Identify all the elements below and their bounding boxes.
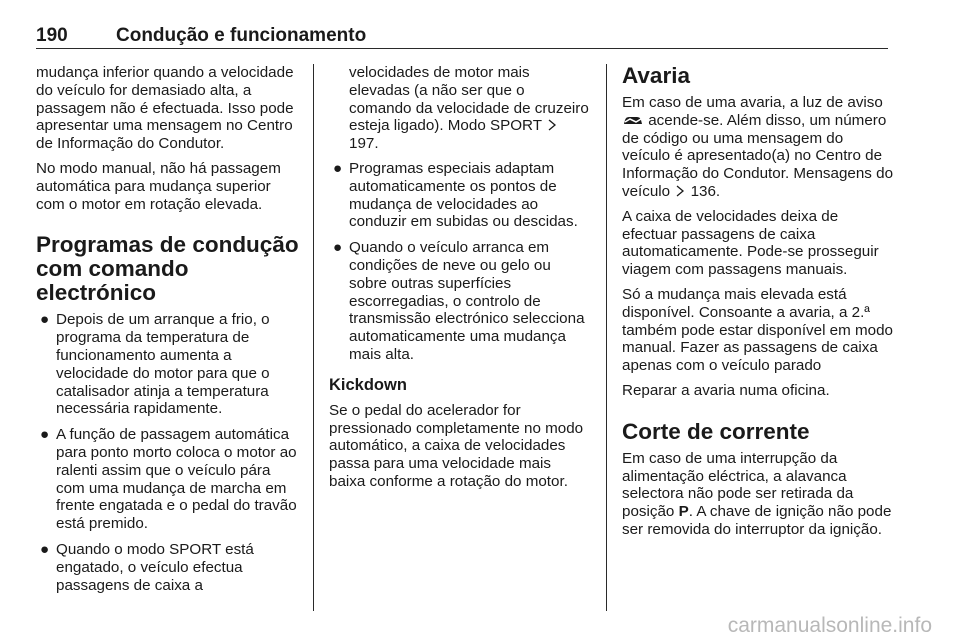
paragraph: A caixa de velocidades deixa de efectuar passagens de caixa automaticamente. Pode-se prosseguir viagem com passagens manuais.: [622, 207, 879, 279]
paragraph: Em caso de uma interrupção da alimentação eléctrica, a alavanca selectora não pode ser retirada da posição P. A chave de ignição não pode ser removida do interruptor da ignição.: [622, 449, 892, 538]
column-divider: [606, 64, 607, 611]
list-item: ● Quando o modo SPORT está engatado, o veículo efectua passagens de caixa a: [40, 540, 254, 594]
column-1: [36, 64, 300, 602]
column-divider: [313, 64, 314, 611]
bullet-list: [36, 311, 300, 594]
paragraph: mudança inferior quando a velocidade do veículo for demasiado alta, a passagem não é efectuada. Isso pode apresentar uma mensagem no Centro de Informação do Condutor.: [36, 64, 294, 153]
paragraph: No modo manual, não há passagem automática para mudança superior com o motor em rotação elevada.: [36, 159, 281, 213]
bullet-icon: ●: [40, 311, 50, 329]
page-header: [36, 26, 888, 49]
section-heading-fault: Avaria: [622, 63, 690, 88]
watermark: carmanualsonline.info: [727, 614, 932, 637]
page-number: 190: [36, 25, 68, 46]
page-reference-link[interactable]: 197.: [349, 135, 379, 153]
chapter-title: Condução e funcionamento: [116, 25, 367, 46]
bullet-icon: ●: [40, 426, 50, 444]
list-item: ● Depois de um arranque a frio, o programa da temperatura de funcionamento aumenta a velocidade do motor para que o catalisador atinja a temperatura necessária rapidamente.: [40, 311, 270, 418]
bullet-icon: ●: [333, 239, 343, 257]
gearbox-warning-icon: [622, 114, 644, 126]
selector-position-label: P: [678, 503, 689, 521]
list-item: ● Quando o veículo arranca em condições de neve ou gelo ou sobre outras superfícies escorregadias, o controlo de transmissão electrónico selecciona automaticamente uma mudança mais alta.: [333, 239, 585, 363]
paragraph: Reparar a avaria numa oficina.: [622, 381, 830, 399]
section-heading-driving-programs: Programas de condução com comando electrónico: [36, 232, 299, 306]
list-item: ● Programas especiais adaptam automaticamente os pontos de mudança de velocidades ao conduzir em subidas ou descidas.: [333, 159, 578, 231]
subheading-kickdown: Kickdown: [329, 375, 407, 394]
column-2: [329, 64, 589, 498]
list-item: ● A função de passagem automática para ponto morto coloca o motor ao ralenti assim que o veículo pára com uma mudança de marcha em frente engatada e o pedal do travão está premido.: [40, 426, 297, 533]
column-3: [622, 64, 894, 546]
page-reference-icon[interactable]: [546, 119, 558, 131]
bullet-list: [329, 160, 589, 364]
bullet-icon: ●: [333, 159, 343, 177]
paragraph: Se o pedal do acelerador for pressionado completamente no modo automático, a caixa de velocidades passa para uma velocidade mais baixa conforme a rotação do motor.: [329, 401, 584, 490]
page-reference-icon[interactable]: [674, 185, 686, 197]
page-reference-link[interactable]: 136.: [690, 182, 721, 200]
paragraph: Em caso de uma avaria, a luz de aviso acende-se. Além disso, um número de código ou uma mensagem do veículo é apresentado(a) no Centro de Informação do Condutor. Mensagens do veículo 136.: [622, 94, 894, 200]
section-heading-power-cut: Corte de corrente: [622, 418, 810, 444]
list-item-continuation: velocidades de motor mais elevadas (a não ser que o comando da velocidade de cruzeiro esteja ligado). Modo SPORT 197.: [349, 64, 589, 153]
bullet-icon: ●: [40, 540, 50, 558]
paragraph: Só a mudança mais elevada está disponível. Consoante a avaria, a 2.ª também pode estar disponível em modo manual. Fazer as passagens de caixa apenas com o veículo parado: [622, 285, 893, 375]
